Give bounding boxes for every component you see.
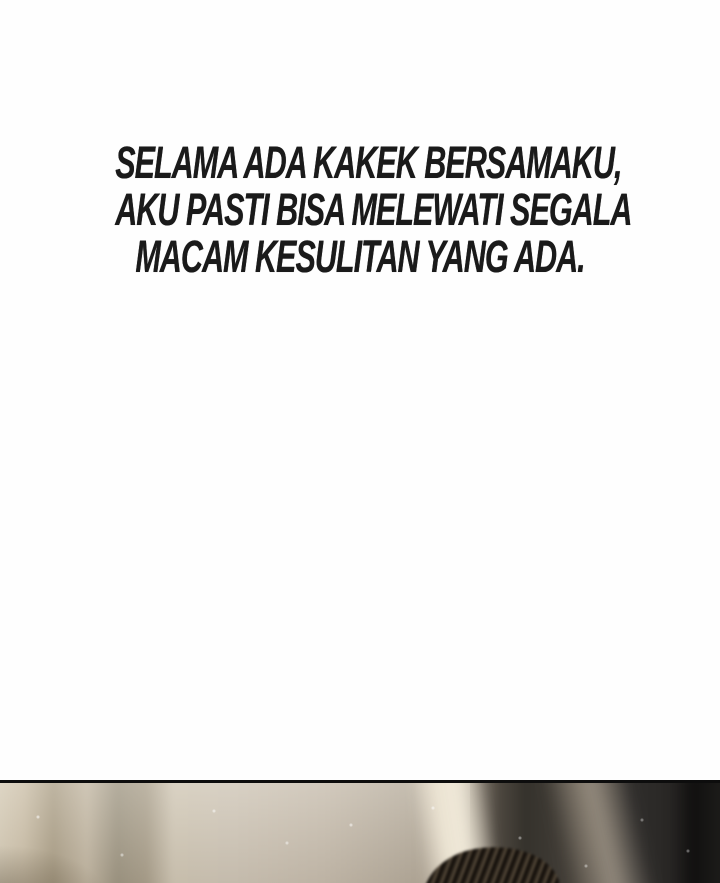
narration-line-3: MACAM KESULITAN YANG ADA. (135, 231, 585, 282)
bottom-panel-image (0, 780, 720, 883)
narration-line-2: AKU PASTI BISA MELEWATI SEGALA (115, 184, 632, 235)
panel-grain-speckles (0, 783, 720, 883)
narration-caption (0, 139, 720, 280)
narration-line-1: SELAMA ADA KAKEK BERSAMAKU, (115, 137, 622, 188)
